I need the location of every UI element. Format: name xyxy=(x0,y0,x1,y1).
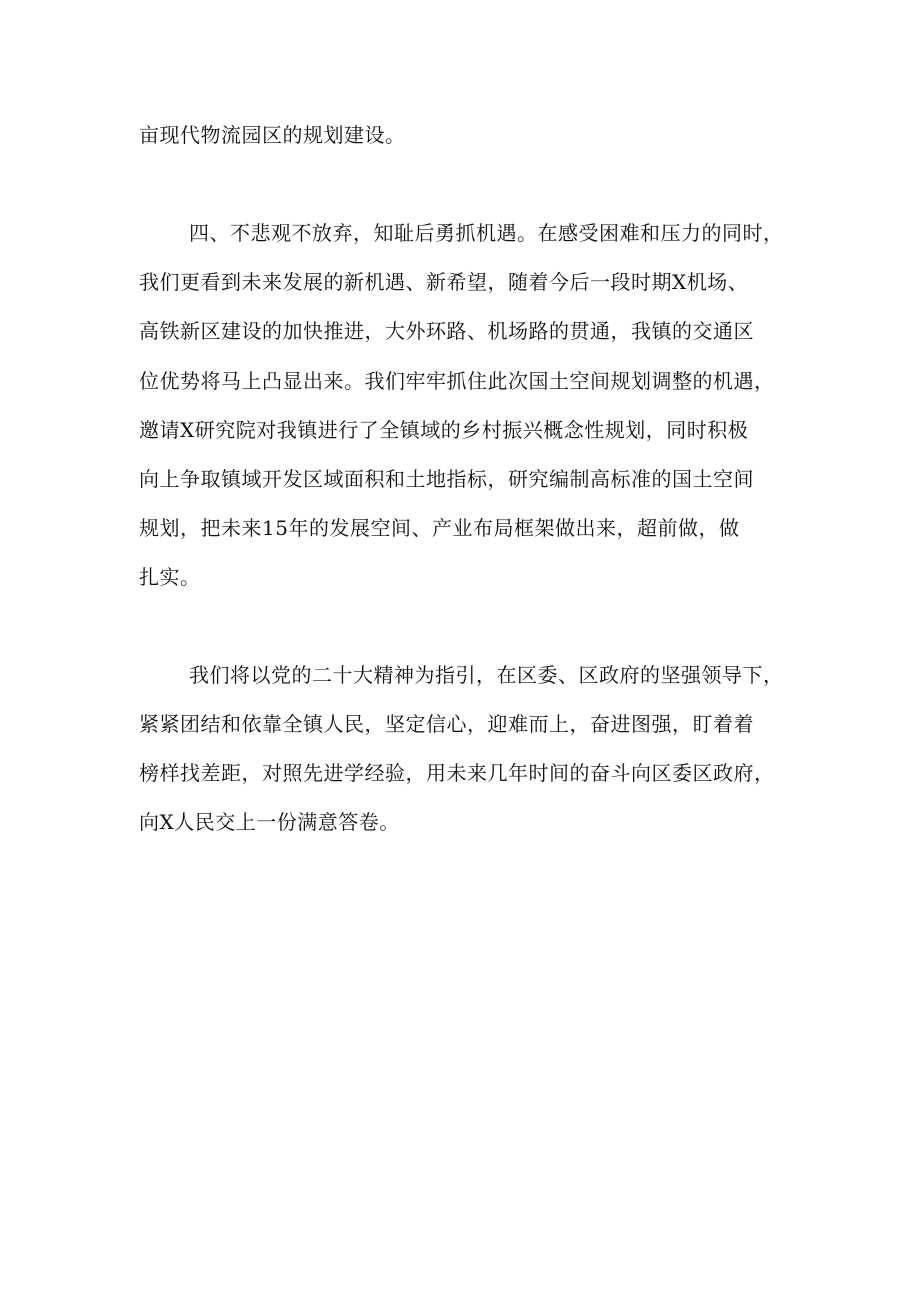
paragraph-2-line-3: 高铁新区建设的加快推进，大外环路、机场路的贯通，我镇的交通区 xyxy=(139,319,754,343)
paragraph-2-line-1: 四、不悲观不放弃，知耻后勇抓机遇。在感受困难和压力的同时， xyxy=(189,221,784,245)
paragraph-3-line-1: 我们将以党的二十大精神为指引，在区委、区政府的坚强领导下， xyxy=(189,663,784,687)
paragraph-2-line-8: 扎实。 xyxy=(139,565,201,589)
paragraph-3-line-3: 榜样找差距，对照先进学经验，用未来几年时间的奋斗向区委区政府， xyxy=(139,761,775,785)
paragraph-2-line-4: 位优势将马上凸显出来。我们牢牢抓住此次国土空间规划调整的机遇， xyxy=(139,369,775,393)
paragraph-2-line-5: 邀请X研究院对我镇进行了全镇域的乡村振兴概念性规划，同时积极 xyxy=(139,418,749,442)
paragraph-1-line-1: 亩现代物流园区的规划建设。 xyxy=(139,123,406,147)
paragraph-3-line-4: 向X人民交上一份满意答卷。 xyxy=(139,810,400,834)
paragraph-2-line-7: 规划，把未来15年的发展空间、产业布局框架做出来，超前做，做 xyxy=(139,516,740,540)
paragraph-3-line-2: 紧紧团结和依靠全镇人民，坚定信心，迎难而上，奋进图强，盯着着 xyxy=(139,712,754,736)
paragraph-2-line-2: 我们更看到未来发展的新机遇、新希望，随着今后一段时期X机场、 xyxy=(139,270,749,294)
paragraph-2-line-6: 向上争取镇域开发区域面积和土地指标，研究编制高标准的国土空间 xyxy=(139,467,754,491)
